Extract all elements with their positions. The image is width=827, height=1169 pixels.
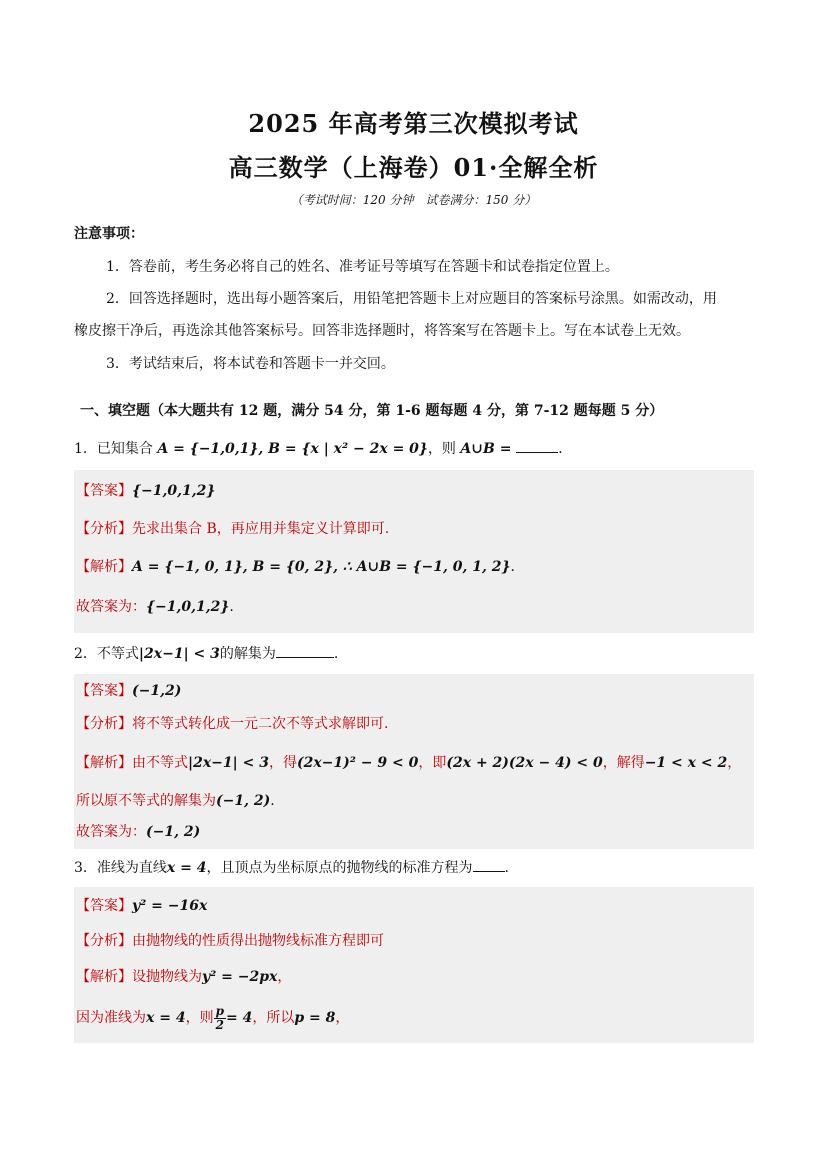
solution-label: 【解析】 <box>76 559 132 575</box>
q2-sol2-text: 所以原不等式的解集为 <box>76 793 216 809</box>
analysis-label: 【分析】 <box>76 716 132 732</box>
analysis-label: 【分析】 <box>76 933 132 949</box>
q1-analysis: 先求出集合 B，再应用并集定义计算即可. <box>132 521 390 537</box>
q1-analysis-line <box>76 518 389 540</box>
q1-math2: A∪B = <box>460 441 517 457</box>
answer-label: 【答案】 <box>76 898 132 914</box>
q2-sol-text-d: ，解得 <box>602 755 645 771</box>
answer-blank <box>516 440 558 453</box>
q3-sol-text-b: ， <box>277 969 292 985</box>
document-subtitle: 高三数学（上海卷）01·全解全析 <box>228 153 599 182</box>
note-item-2: 2．回答选择题时，选出每小题答案后，用铅笔把答题卡上对应题目的答案标号涂黑。如需改动，用 <box>106 291 717 307</box>
q3-sol-math: y² = −2px <box>202 969 278 985</box>
answer-blank <box>276 645 334 658</box>
q1-answer: {−1,0,1,2} <box>132 483 216 499</box>
q2-answer-line <box>76 680 181 702</box>
q2-math: |2x−1| < 3 <box>138 646 220 662</box>
q2-sol-text-a: 由不等式 <box>132 755 188 771</box>
q1-answer-line <box>76 480 215 502</box>
q3-sol2-math-3: p = 8 <box>294 1010 336 1026</box>
q3-solution-line-2 <box>76 1003 349 1033</box>
q2-conclusion: (−1, 2) <box>146 824 201 840</box>
q2-prefix: 2．不等式 <box>74 646 139 662</box>
q2-answer: (−1,2) <box>132 683 182 699</box>
q3-sol-text-a: 设抛物线为 <box>132 969 202 985</box>
q3-sol2-math-1: x = 4 <box>146 1010 186 1026</box>
q2-end: . <box>333 646 339 662</box>
q3-sol2-text-c: ，所以 <box>252 1010 295 1026</box>
q3-analysis-line <box>76 930 384 952</box>
solution-label: 【解析】 <box>76 755 132 771</box>
section-heading: 一、填空题（本大题共有 12 题，满分 54 分，第 1-6 题每题 4 分，第 7-12 题每题 5 分） <box>80 403 664 419</box>
q3-answer-line <box>76 895 207 917</box>
q1-math: A = {−1,0,1}, B = {x | x² − 2x = 0} <box>157 441 428 457</box>
note-item-1: 1．答卷前，考生务必将自己的姓名、准考证号等填写在答题卡和试卷指定位置上。 <box>106 259 619 275</box>
q2-sol-text-e: ， <box>727 755 742 771</box>
q1-suffix: ，则 <box>427 441 461 457</box>
answer-blank <box>473 859 505 872</box>
question-2 <box>74 643 764 665</box>
q2-solution-box <box>74 674 754 849</box>
q3-sol2-text-b: ，则 <box>185 1010 214 1026</box>
fraction-denominator: 2 <box>215 1017 224 1032</box>
q3-solution-line <box>76 966 291 988</box>
question-1 <box>74 438 764 460</box>
q1-solution-line <box>76 556 524 578</box>
q2-analysis-line <box>76 713 388 735</box>
answer-label: 【答案】 <box>76 483 132 499</box>
q1-solution-math: A = {−1, 0, 1}, B = {0, 2}, ∴ A∪B = {−1, 0, 1, 2} <box>132 559 511 575</box>
q2-analysis: 将不等式转化成一元二次不等式求解即可. <box>132 716 389 732</box>
q2-solution-line-2 <box>76 790 275 812</box>
notes-heading: 注意事项： <box>74 226 144 242</box>
q3-prefix: 3．准线为直线 <box>74 860 167 876</box>
note-item-2-cont: 橡皮擦干净后，再选涂其他答案标号。回答非选择题时，将答案写在答题卡上。写在本试卷上无效。 <box>74 323 690 339</box>
q2-sol-math-4: −1 < x < 2 <box>644 755 728 771</box>
q1-conclusion-line <box>76 596 234 618</box>
q3-sol2-math-2: = 4 <box>225 1010 253 1026</box>
question-3 <box>74 857 764 879</box>
q3-solution-box <box>74 887 754 1043</box>
exam-info: （考试时间：120 分钟 试卷满分：150 分） <box>290 193 537 207</box>
q1-end: ． <box>558 441 573 457</box>
q1-solution-end: ． <box>510 559 525 575</box>
fraction-numerator: p <box>215 1003 224 1018</box>
q3-math: x = 4 <box>166 860 207 876</box>
q2-sol2-end: . <box>270 793 275 809</box>
q2-solution-line <box>76 752 741 774</box>
q3-sol2-text-d: ， <box>335 1010 350 1026</box>
q2-suffix: 的解集为 <box>219 646 276 662</box>
q1-prefix: 1．已知集合 <box>74 441 158 457</box>
q1-conclusion: {−1,0,1,2} <box>146 599 230 615</box>
q2-sol2-math: (−1, 2) <box>216 793 271 809</box>
q2-sol-math-2: (2x−1)² − 9 < 0 <box>296 755 419 771</box>
q2-sol-math-1: |2x−1| < 3 <box>188 755 269 771</box>
q2-conclusion-line <box>76 821 200 843</box>
analysis-label: 【分析】 <box>76 521 132 537</box>
q2-sol-math-3: (2x + 2)(2x − 4) < 0 <box>446 755 603 771</box>
q3-answer: y² = −16x <box>132 898 208 914</box>
fraction-p-over-2 <box>214 1005 226 1032</box>
q2-sol-text-b: ，得 <box>268 755 297 771</box>
q3-end: . <box>504 860 509 876</box>
answer-label: 【答案】 <box>76 683 132 699</box>
q3-suffix: ，且顶点为坐标原点的抛物线的标准方程为 <box>206 860 473 876</box>
q3-sol2-text-a: 因为准线为 <box>76 1010 146 1026</box>
solution-label: 【解析】 <box>76 969 132 985</box>
document-title: 2025 年高考第三次模拟考试 <box>248 109 579 138</box>
q1-solution-box <box>74 470 754 633</box>
conclusion-label: 故答案为： <box>76 824 146 840</box>
conclusion-label: 故答案为： <box>76 599 146 615</box>
q2-sol-text-c: ，即 <box>418 755 447 771</box>
note-item-3: 3．考试结束后，将本试卷和答题卡一并交回。 <box>106 356 395 372</box>
q1-conclusion-end: . <box>229 599 234 615</box>
q3-analysis: 由抛物线的性质得出抛物线标准方程即可 <box>132 933 384 949</box>
